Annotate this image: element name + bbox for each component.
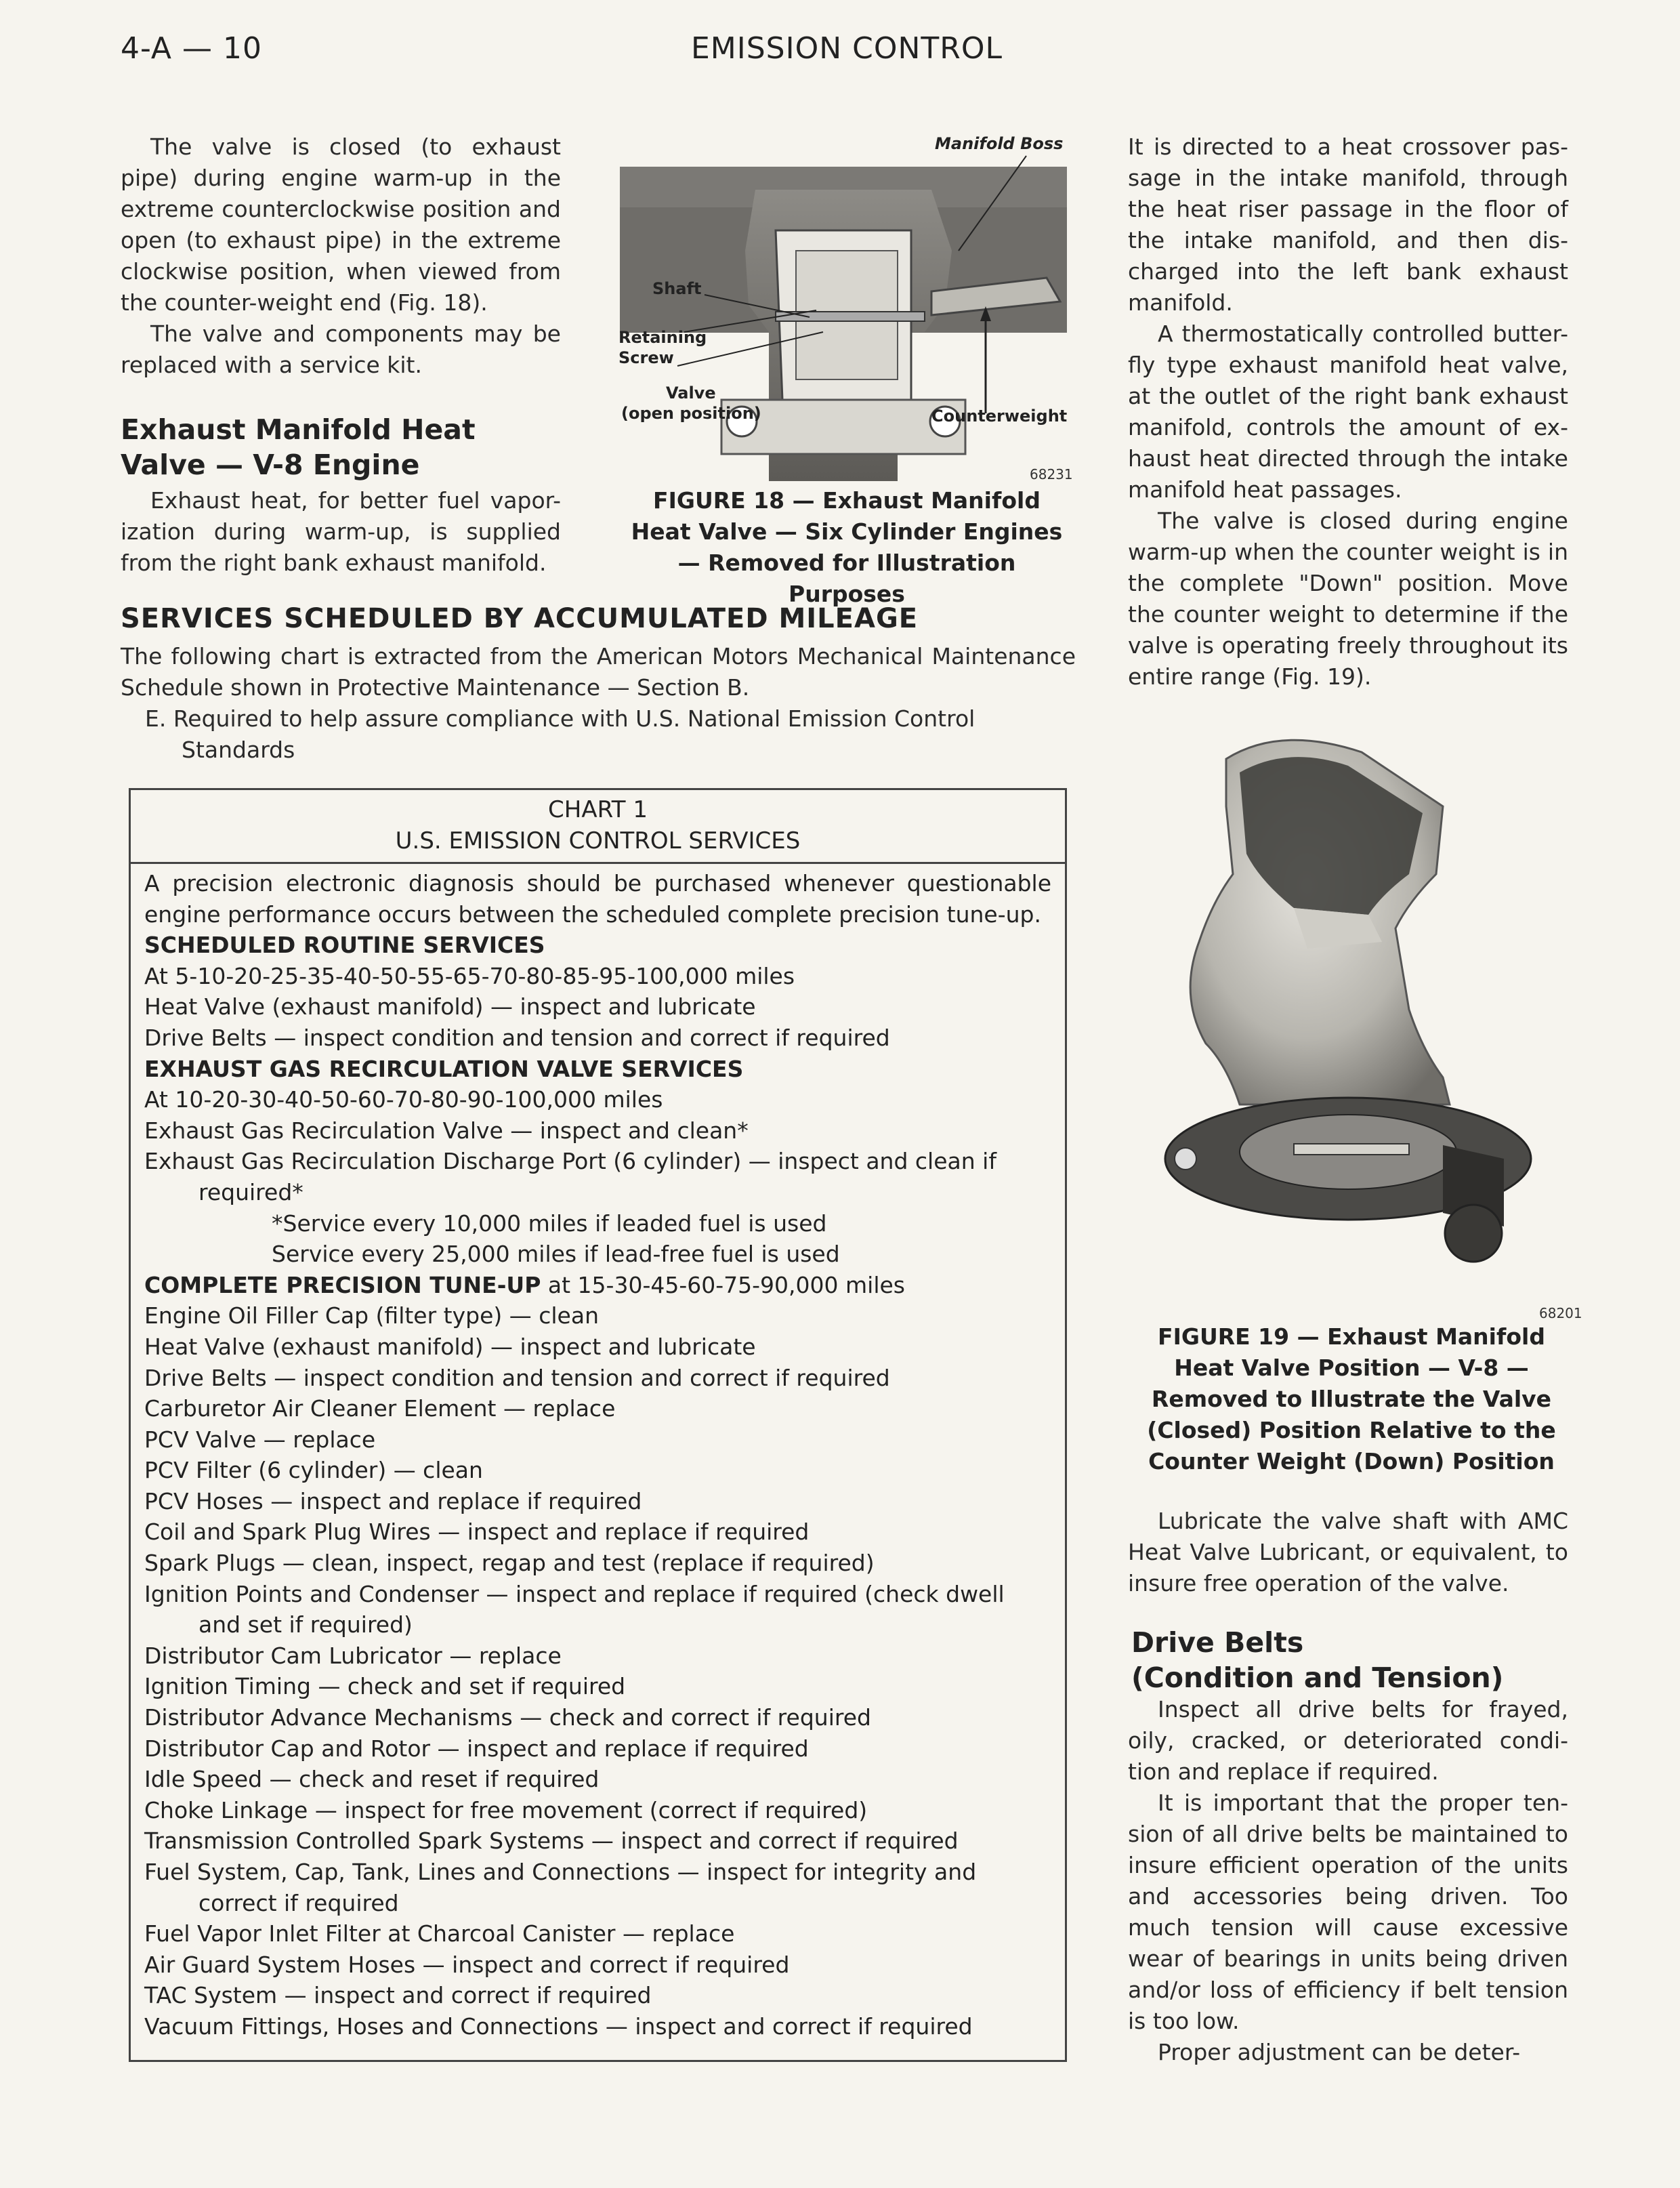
chart-line: Carburetor Air Cleaner Element — replace [144, 1395, 616, 1422]
chart-line: Vacuum Fittings, Hoses and Connections — inspect and correct if required [144, 2012, 973, 2040]
chart-line: PCV Valve — replace [144, 1426, 376, 1453]
chart-subtitle: U.S. EMISSION CONTROL SERVICES [395, 827, 801, 854]
chart-line: *Service every 10,000 miles if leaded fuel is used [272, 1210, 827, 1237]
chart-line: Air Guard System Hoses — inspect and correct if required [144, 1951, 790, 1978]
left-column-intro [121, 131, 561, 381]
chart-line: Service every 25,000 miles if lead-free fuel is used [272, 1241, 840, 1268]
chart-line [144, 1270, 1051, 1301]
right-column-lubricate [1128, 1506, 1568, 1599]
drive-belts-heading [1131, 1625, 1572, 1695]
label-retaining: Retaining [618, 328, 707, 347]
chart-line: Distributor Advance Mechanisms — check and correct if required [144, 1704, 871, 1731]
label-counterweight: Counterweight [931, 407, 1068, 426]
drive-belts-heading-line1: Drive Belts [1131, 1626, 1304, 1659]
chart-1 [129, 788, 1067, 2062]
chart-line-bold: COMPLETE PRECISION TUNE-UP [144, 1271, 541, 1298]
chart-line: Fuel Vapor Inlet Filter at Charcoal Canister — replace [144, 1920, 735, 1947]
chart-line: SCHEDULED ROUTINE SERVICES [144, 932, 545, 959]
chart-line: and set if required) [198, 1611, 413, 1638]
paragraph: The valve is closed (to exhaust pipe) during engine warm-up in the extreme counterclockwise position and open (to exhaust pipe) in the extreme clockwise position, when viewed from the counter-weight end (Fig. 18). [121, 133, 561, 316]
chart-line: Idle Speed — check and reset if required [144, 1766, 600, 1793]
section-heading-v8: Exhaust Manifold Heat Valve — V-8 Engine [121, 413, 476, 481]
chart-line: At 10-20-30-40-50-60-70-80-90-100,000 miles [144, 1086, 663, 1113]
chart-line: Drive Belts — inspect condition and tension and correct if required [144, 1024, 890, 1051]
label-shaft: Shaft [652, 279, 702, 298]
chart-line: Spark Plugs — clean, inspect, regap and test (replace if required) [144, 1550, 875, 1577]
label-screw: Screw [618, 348, 674, 367]
chart-line: correct if required [198, 1889, 399, 1916]
chart-line: Distributor Cap and Rotor — inspect and replace if required [144, 1735, 809, 1762]
paragraph: Lubricate the valve shaft with AMC Heat Valve Lubricant, or equivalent, to insure free operation of the valve. [1128, 1508, 1568, 1596]
chart-line: PCV Hoses — inspect and replace if required [144, 1487, 642, 1514]
chart-line: Transmission Controlled Spark Systems — inspect and correct if required [144, 1828, 959, 1855]
chart-line: Exhaust Gas Recirculation Valve — inspect and clean* [144, 1117, 749, 1144]
chart-line: Coil and Spark Plug Wires — inspect and replace if required [144, 1519, 810, 1546]
figure-18-number: 68231 [1030, 466, 1073, 482]
services-note: E. Required to help assure compliance with U.S. National Emission Control Standards [145, 705, 975, 763]
chart-line: TAC System — inspect and correct if required [144, 1982, 652, 2009]
chart-line: Ignition Timing — check and set if required [144, 1673, 626, 1700]
services-heading: SERVICES SCHEDULED BY ACCUMULATED MILEAGE [121, 603, 919, 634]
paragraph: The valve and components may be replaced with a service kit. [121, 321, 561, 378]
chart-line: Engine Oil Filler Cap (filter type) — clean [144, 1302, 599, 1329]
right-column-bottom [1128, 1694, 1568, 2068]
label-manifold-boss: Manifold Boss [935, 134, 1064, 153]
drive-belts-heading-line2: (Condition and Tension) [1131, 1661, 1504, 1694]
paragraph: A thermostatically controlled butter-fly type exhaust manifold heat valve, at the outlet of the right bank exhaust manifold, controls the amount of ex-haust heat directed through the intake manifold heat passages. [1128, 321, 1568, 503]
chart-line: Choke Linkage — inspect for free movement (correct if required) [144, 1796, 868, 1823]
page-title: EMISSION CONTROL [691, 31, 1003, 66]
chart-body [131, 864, 1065, 2042]
figure-18-illustration [613, 129, 1074, 481]
chart-line: EXHAUST GAS RECIRCULATION VALVE SERVICES [144, 1055, 744, 1082]
page-number: 4-A — 10 [121, 31, 262, 66]
chart-line: required* [198, 1178, 303, 1205]
chart-line: PCV Filter (6 cylinder) — clean [144, 1457, 483, 1484]
figure-19 [1125, 725, 1572, 1294]
chart-intro: A precision electronic diagnosis should be purchased whenever questionable engine performance occurs between the scheduled complete precision tune-up. [144, 870, 1051, 928]
chart-header [131, 790, 1065, 864]
chart-line: Ignition Points and Condenser — inspect and replace if required (check dwell [144, 1580, 1005, 1607]
services-intro: The following chart is extracted from the American Motors Mechanical Maintenance Schedule shown in Protective Maintenance — Section B. [121, 643, 1076, 701]
chart-title: CHART 1 [548, 796, 648, 823]
paragraph: Exhaust heat, for better fuel vapor-ization during warm-up, is supplied from the right bank exhaust manifold. [121, 487, 561, 576]
paragraph: Inspect all drive belts for frayed, oily, cracked, or deteriorated condi-tion and replace if required. [1128, 1696, 1568, 1785]
chart-line: Exhaust Gas Recirculation Discharge Port (6 cylinder) — inspect and clean if [144, 1148, 996, 1175]
paragraph: The valve is closed during engine warm-up when the counter weight is in the complete "Down" position. Move the counter weight to determine if the valve is operating freely throughout its entire range (Fig. 19). [1128, 508, 1568, 690]
chart-line: Distributor Cam Lubricator — replace [144, 1642, 562, 1669]
chart-line: Drive Belts — inspect condition and tension and correct if required [144, 1364, 890, 1391]
figure-18 [613, 129, 1074, 481]
left-column-v8 [121, 485, 561, 579]
chart-line: Heat Valve (exhaust manifold) — inspect and lubricate [144, 1333, 756, 1360]
label-open-position: (open position) [621, 404, 761, 423]
paragraph: It is directed to a heat crossover pas-sage in the intake manifold, through the heat riser passage in the floor of the intake manifold, and then dis-charged into the left bank exhaust manifold. [1128, 133, 1568, 316]
figure-19-illustration [1125, 725, 1572, 1294]
figure-19-caption: FIGURE 19 — Exhaust Manifold Heat Valve Position — V-8 — Removed to Illustrate the Valve (Closed) Position Relative to the Counter Weight (Down) Position [1147, 1323, 1556, 1474]
figure-19-number: 68201 [1539, 1305, 1582, 1321]
label-valve: Valve [666, 384, 716, 402]
right-column-top [1128, 131, 1568, 693]
chart-line-rest: at 15-30-45-60-75-90,000 miles [547, 1271, 905, 1298]
chart-line: Fuel System, Cap, Tank, Lines and Connections — inspect for integrity and [144, 1859, 977, 1885]
chart-line: Heat Valve (exhaust manifold) — inspect and lubricate [144, 993, 756, 1020]
chart-line: At 5-10-20-25-35-40-50-55-65-70-80-85-95-100,000 miles [144, 962, 795, 989]
figure-18-caption: FIGURE 18 — Exhaust Manifold Heat Valve — Six Cylinder Engines — Removed for Illustration Purposes [631, 487, 1063, 607]
paragraph: It is important that the proper ten-sion of all drive belts be maintained to insure efficient operation of the units and accessories being driven. Too much tension will cause excessive wear of bearings in units being driven and/or loss of efficiency if belt tension is too low. [1128, 1790, 1568, 2034]
paragraph: Proper adjustment can be deter- [1158, 2039, 1521, 2065]
